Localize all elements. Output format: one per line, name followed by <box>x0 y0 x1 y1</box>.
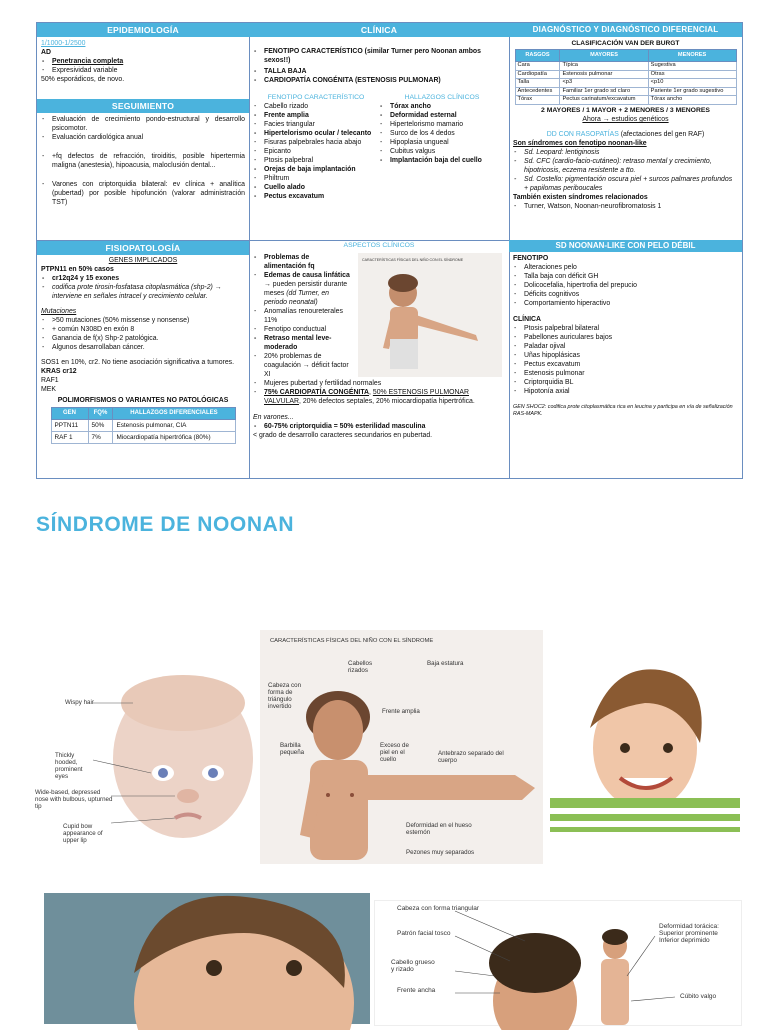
table-header: RASGOS <box>515 50 560 62</box>
figure-label: Cupid bow appearance of upper lip <box>63 823 103 844</box>
dd-subtitle: Son síndromes con fenotipo noonan-like <box>513 139 647 147</box>
table-row <box>515 70 736 79</box>
noonan-like-header: SD NOONAN-LIKE CON PELO DÉBIL <box>509 240 742 252</box>
child-photo-green-shirt <box>550 658 740 832</box>
figure-label: Cúbito valgo <box>680 993 717 1000</box>
table-cell: Otras <box>648 70 736 79</box>
clinica-label: CLÍNICA <box>513 316 541 323</box>
list-item: - Facies triangular <box>253 120 379 129</box>
list-item: - Fenotipo conductual <box>253 325 353 334</box>
list-item: - Varones con criptorquidia bilateral: ev clínica + analítica (pubertad) por posible hipofunción (valorar administración TST) <box>41 180 245 207</box>
figure-label: Cabeza con forma de triángulo invertido <box>268 682 302 710</box>
dd-title: DD CON RASOPATÍAS <box>546 130 619 138</box>
figure-label: Barbilla pequeña <box>280 742 305 756</box>
list-item: - Hipoplasia ungueal <box>379 138 505 147</box>
list-item: - Surco de los 4 dedos <box>379 129 505 138</box>
seguimiento-header: SEGUIMIENTO <box>37 99 249 113</box>
list-item: - Deformidad esternal <box>379 111 505 120</box>
list-item: - 75% CARDIOPATÍA CONGÉNITA, 50% ESTENOSIS PULMONAR VALVULAR, 20% defectos septales, 20% miocardiopatía hipertrófica. <box>253 388 505 406</box>
list-item: - CARDIOPATÍA CONGÉNITA (ESTENOSIS PULMONAR) <box>253 76 505 85</box>
raf1-text: RAF1 <box>41 377 59 384</box>
child-photo <box>44 893 370 1024</box>
list-item: - Hipotonía axial <box>513 387 738 396</box>
table-cell: Estenosis pulmonar, CIA <box>113 420 235 432</box>
varones-label: En varones... <box>253 414 294 421</box>
list-item: - Comportamiento hiperactivo <box>513 299 738 308</box>
list-item: - Cubitus valgus <box>379 147 505 156</box>
table-cell: <p10 <box>648 79 736 88</box>
vb-title: CLASIFICACIÓN VAN DER BURGT <box>571 40 680 47</box>
figure-label: Wispy hair <box>65 699 94 706</box>
diagnostico-header: DIAGNÓSTICO Y DIAGNÓSTICO DIFERENCIAL <box>509 23 742 37</box>
table-cell: RAF 1 <box>51 432 88 444</box>
list-item: - Frente amplia <box>253 111 379 120</box>
table-header: MENORES <box>648 50 736 62</box>
figure-label: Pezones muy separados <box>406 849 475 856</box>
list-item: - Philtrum <box>253 174 379 183</box>
list-item: - cr12q24 y 15 exones <box>41 274 245 283</box>
aspectos-header: ASPECTOS CLÍNICOS <box>343 242 415 249</box>
criteria-text: 2 MAYORES / 1 MAYOR + 2 MENORES / 3 MENORES <box>541 106 710 114</box>
figure-label: Deformidad torácica: Superior prominente Inferior deprimido <box>659 923 719 944</box>
list-item: - Hipertelorismo mamario <box>379 120 505 129</box>
inheritance: AD <box>41 49 51 56</box>
table-cell: PPTN11 <box>51 420 88 432</box>
clinica-header: CLÍNICA <box>249 23 509 37</box>
noonan-like-body <box>509 254 742 418</box>
kras-text: KRAS cr12 <box>41 368 77 375</box>
list-item: - Ganancia de f(x) Shp-2 patológica. <box>41 334 245 343</box>
table-cell: Familiar 1er grado sd claro <box>560 87 648 96</box>
fenotipo-label: FENOTIPO <box>513 255 549 262</box>
figure-title: CARACTERÍSTICAS FÍSICAS DEL NIÑO CON EL SÍNDROME <box>270 638 434 644</box>
list-item: - Alteraciones pelo <box>513 263 738 272</box>
table-row <box>515 87 736 96</box>
table-row <box>51 432 235 444</box>
list-item: - Edemas de causa linfática → pueden persistir durante meses (dd Turner, en periodo neonatal) <box>253 271 353 307</box>
fisiopatologia-header: FISIOPATOLOGÍA <box>37 241 249 255</box>
table-cell: Miocardiopatía hipertrófica (80%) <box>113 432 235 444</box>
epidemiologia-header: EPIDEMIOLOGÍA <box>37 23 249 37</box>
list-item: - Pectus excavatum <box>513 360 738 369</box>
list-item: - Fisuras palpebrales hacia abajo <box>253 138 379 147</box>
list-item: - Turner, Watson, Noonan-neurofibromatosis 1 <box>513 202 738 211</box>
table-header: HALLAZGOS DIFERENCIALES <box>113 408 235 420</box>
child-photo <box>550 658 740 832</box>
table-row <box>515 62 736 71</box>
mutaciones-label: Mutaciones <box>41 308 77 315</box>
diagnostico-body <box>509 39 742 211</box>
column-clinica <box>249 23 510 478</box>
baby-face-figure <box>23 663 248 844</box>
table-cell: Tórax <box>515 96 560 105</box>
list-item: - Pabellones auriculares bajos <box>513 333 738 342</box>
tambien-title: También existen síndromes relacionados <box>513 193 648 201</box>
table-cell: Tórax ancho <box>648 96 736 105</box>
fenotipo-title: FENOTIPO CARACTERÍSTICO <box>267 94 365 101</box>
child-illustration <box>358 253 502 377</box>
figure-label: Frente amplia <box>382 708 420 715</box>
list-item: - +fq defectos de refracción, tiroiditis, posible hipertermia maligna (anestesia), hipoacusia, maloclusión dental... <box>41 152 245 170</box>
table-cell: Pectus carinatum/excavatum <box>560 96 648 105</box>
table-row <box>51 420 235 432</box>
varones-extra: < grado de desarrollo caracteres secundarios en pubertad. <box>253 432 433 439</box>
ahora-text: Ahora → estudios genéticos <box>582 115 669 123</box>
figure-label: Cabellos rizados <box>348 660 373 674</box>
figure-label: Wide-based, depressed nose with bulbous, upturned tip <box>35 789 113 810</box>
list-item: - codifica prote tirosin-fosfatasa citoplasmática (shp-2) → interviene en señales intracel y crecimiento celular. <box>41 283 245 301</box>
list-item: - Retraso mental leve-moderado <box>253 334 353 352</box>
table-cell: Pariente 1er grado sugestivo <box>648 87 736 96</box>
mek-text: MEK <box>41 386 56 393</box>
table-cell: Estenosis pulmonar <box>560 70 648 79</box>
table-cell: Cara <box>515 62 560 71</box>
polimorfismos-title: POLIMORFISMOS O VARIANTES NO PATOLÓGICAS <box>57 397 229 404</box>
epidemiologia-body <box>37 39 249 84</box>
list-item: - Epicanto <box>253 147 379 156</box>
list-item: - Ptosis palpebral bilateral <box>513 324 738 333</box>
polimorfismos-table <box>51 407 236 444</box>
list-item: - Talla baja con déficit GH <box>513 272 738 281</box>
fisiopatologia-body <box>37 256 249 444</box>
dd-note: (afectaciones del gen RAF) <box>620 130 705 138</box>
boy-characteristics-figure <box>260 630 543 864</box>
clinica-body <box>249 47 509 201</box>
table-header: FQ% <box>88 408 113 420</box>
table-cell: Cardiopatía <box>515 70 560 79</box>
list-item: - Implantación baja del cuello <box>379 156 505 165</box>
figure-label: Cabeza con forma triangular <box>397 905 480 912</box>
child-photo-bottom <box>44 893 370 1024</box>
genes-title: GENES IMPLICADOS <box>108 257 178 264</box>
list-item: - Dolicocefalia, hipertrofia del prepucio <box>513 281 738 290</box>
figure-label: Thickly hooded, prominent eyes <box>55 752 83 780</box>
table-cell: Talla <box>515 79 560 88</box>
figure-label: Baja estatura <box>427 660 464 667</box>
table-cell: 7% <box>88 432 113 444</box>
figure-label: Frente ancha <box>397 987 436 994</box>
hallazgos-title: HALLAZGOS CLÍNICOS <box>404 94 480 101</box>
seguimiento-body <box>37 115 249 207</box>
list-item: - 20% problemas de coagulación → déficit factor XI <box>253 352 353 379</box>
table-row <box>515 96 736 105</box>
facial-features-figure <box>374 900 742 1026</box>
figure-label: Deformidad en el hueso esternón <box>406 822 472 836</box>
list-item: - Criptorquidia BL <box>513 378 738 387</box>
list-item: - Expresividad variable <box>41 66 245 75</box>
frequency: 1/1000-1/2500 <box>41 40 86 47</box>
list-item: - Orejas de baja implantación <box>253 165 379 174</box>
list-item: - Evaluación de crecimiento pondo-estructural y desarrollo psicomotor. <box>41 115 245 133</box>
list-item: - >50 mutaciones (50% missense y nonsense) <box>41 316 245 325</box>
list-item: - Estenosis pulmonar <box>513 369 738 378</box>
van-der-burgt-table <box>515 49 737 105</box>
list-item: - Anomalías renoureterales 11% <box>253 307 353 325</box>
list-item: - + común N308D en exón 8 <box>41 325 245 334</box>
list-item: - Problemas de alimentación fq <box>253 253 353 271</box>
column-epidemiologia <box>37 23 250 478</box>
table-cell: 50% <box>88 420 113 432</box>
list-item: - Hipertelorismo ocular / telecanto <box>253 129 379 138</box>
figure-label: Cabello grueso y rizado <box>391 959 435 973</box>
list-item: - Cabello rizado <box>253 102 379 111</box>
list-item: - Ptosis palpebral <box>253 156 379 165</box>
list-item: - Uñas hipoplásicas <box>513 351 738 360</box>
column-diagnostico <box>509 23 742 478</box>
table-row <box>515 79 736 88</box>
sporadic-text: 50% esporádicos, de novo. <box>41 76 125 83</box>
list-item: - Mujeres pubertad y fertilidad normales <box>253 379 505 388</box>
table-header: MAYORES <box>560 50 648 62</box>
figure-label: Antebrazo separado del cuerpo <box>438 750 504 764</box>
list-item: - Evaluación cardiológica anual <box>41 133 245 142</box>
list-item: - 60-75% criptorquidia = 50% esterilidad masculina <box>253 422 505 431</box>
sos1-text: SOS1 en 10%, cr2. No tiene asociación significativa a tumores. <box>41 359 235 366</box>
gen-shoc2-note: GEN SHOC2: codifica prote citoplasmática rica en leucina y participa en vía de señalización RAS-MAPK. <box>513 404 733 417</box>
list-item: - Paladar ojival <box>513 342 738 351</box>
aspectos-body <box>249 253 509 440</box>
table-header: GEN <box>51 408 88 420</box>
list-item: - Penetrancia completa <box>41 57 245 66</box>
list-item: - Cuello alado <box>253 183 379 192</box>
figure-label: Exceso de piel en el cuello <box>380 742 409 763</box>
list-item: - Sd. Leopard: lentiginosis <box>513 148 738 157</box>
list-item: - Algunos desarrollaban cáncer. <box>41 343 245 352</box>
figure-title: CARACTERÍSTICAS FÍSICAS DEL NIÑO CON EL SÍNDROME <box>362 258 464 262</box>
table-cell: Sugestiva <box>648 62 736 71</box>
table-cell: <p3 <box>560 79 648 88</box>
list-item: - Tórax ancho <box>379 102 505 111</box>
list-item: - Sd. CFC (cardio-facio-cutáneo): retraso mental y crecimiento, hipotricosis, eczema resistente a tto. <box>513 157 738 175</box>
table-cell: Antecedentes <box>515 87 560 96</box>
figure-label: Patrón facial tosco <box>397 930 451 937</box>
list-item: - Pectus excavatum <box>253 192 379 201</box>
list-item: - TALLA BAJA <box>253 67 505 76</box>
page-title: SÍNDROME DE NOONAN <box>36 513 295 536</box>
list-item: - FENOTIPO CARACTERÍSTICO (similar Turner pero Noonan ambos sexos!!) <box>253 47 505 65</box>
table-cell: Típica <box>560 62 648 71</box>
list-item: - Sd. Costello: pigmentación oscura piel + surcos palmares profundos + papilomas periboucales <box>513 175 738 193</box>
list-item: - Déficits cognitivos <box>513 290 738 299</box>
summary-sheet <box>36 22 743 479</box>
ptpn11-text: PTPN11 en 50% casos <box>41 266 114 273</box>
clinical-figure <box>358 253 502 377</box>
